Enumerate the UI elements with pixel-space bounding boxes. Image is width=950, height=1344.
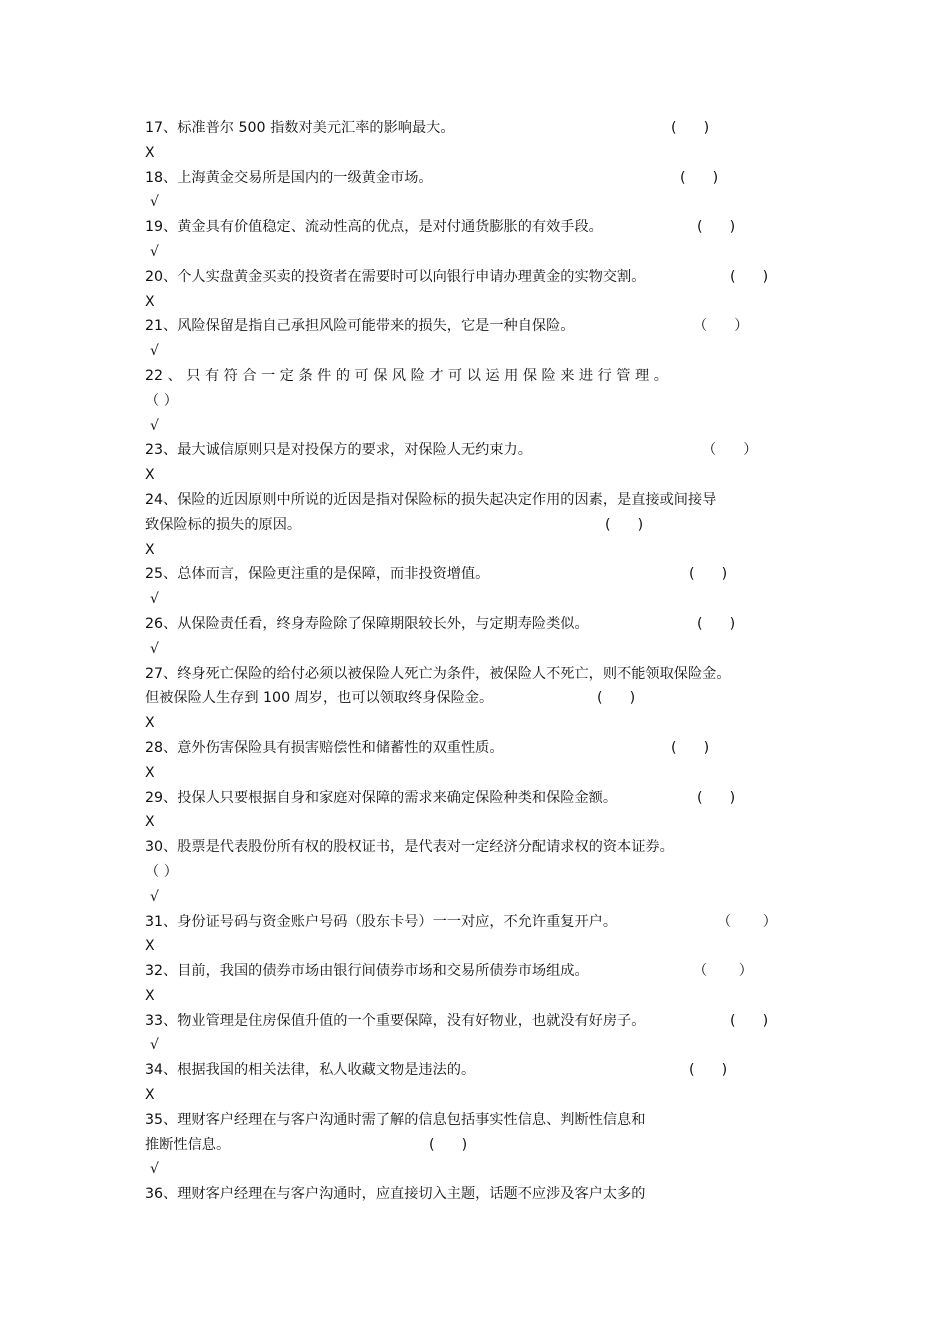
answer-20: X xyxy=(145,293,155,310)
answer-27: X xyxy=(145,715,155,732)
question-22 xyxy=(145,364,810,389)
answer-29: X xyxy=(145,814,155,831)
question-35 xyxy=(145,1108,810,1133)
question-text: 22 、 只 有 符 合 一 定 条 件 的 可 保 风 险 才 可 以 运 用 保 险 来 进 行 管 理 。 xyxy=(145,367,668,384)
question-32 xyxy=(145,959,810,984)
question-text: 24、保险的近因原则中所说的近因是指对保险标的损失起决定作用的因素，是直接或间接导 xyxy=(145,491,717,508)
answer-blank: ( ) xyxy=(697,219,736,236)
answer-18: √ xyxy=(150,194,159,211)
answer-24: X xyxy=(145,541,155,558)
question-text: 21、风险保留是指自己承担风险可能带来的损失，它是一种自保险。 xyxy=(145,318,575,335)
question-text: 19、黄金具有价值稳定、流动性高的优点，是对付通货膨胀的有效手段。 xyxy=(145,219,603,236)
question-31 xyxy=(145,910,810,935)
answer-blank: （ ） xyxy=(717,913,777,930)
question-text: 但被保险人生存到 100 周岁，也可以领取终身保险金。 xyxy=(145,690,494,707)
question-19 xyxy=(145,215,810,240)
question-36 xyxy=(145,1182,810,1207)
question-21 xyxy=(145,314,810,339)
question-33 xyxy=(145,1009,810,1034)
answer-blank: ( ) xyxy=(697,615,736,632)
question-text: 27、终身死亡保险的给付必须以被保险人死亡为条件，被保险人不死亡，则不能领取保险金。 xyxy=(145,665,731,682)
answer-17: X xyxy=(145,144,155,161)
question-text: 17、标准普尔 500 指数对美元汇率的影响最大。 xyxy=(145,120,455,136)
answer-blank: （ ） xyxy=(145,392,178,409)
answer-blank: ( ) xyxy=(671,120,710,136)
answer-blank: （ ） xyxy=(145,863,178,880)
question-text: 20、个人实盘黄金买卖的投资者在需要时可以向银行申请办理黄金的实物交割。 xyxy=(145,268,646,285)
question-30 xyxy=(145,835,810,860)
question-17 xyxy=(145,116,810,141)
answer-19: √ xyxy=(150,243,159,260)
answer-blank: ( ) xyxy=(689,566,728,583)
question-text: 28、意外伤害保险具有损害赔偿性和储蓄性的双重性质。 xyxy=(145,739,504,756)
answer-26: √ xyxy=(150,640,159,657)
answer-blank: ( ) xyxy=(680,169,719,186)
answer-blank: ( ) xyxy=(605,516,644,533)
question-22-line2 xyxy=(145,389,810,414)
question-23 xyxy=(145,438,810,463)
question-text: 33、物业管理是住房保值升值的一个重要保障，没有好物业，也就没有好房子。 xyxy=(145,1012,646,1029)
answer-32: X xyxy=(145,987,155,1004)
answer-blank: ( ) xyxy=(697,789,736,806)
question-text: 30、股票是代表股份所有权的股权证书，是代表对一定经济分配请求权的资本证券。 xyxy=(145,839,674,856)
question-text: 31、身份证号码与资金账户号码（股东卡号）一一对应，不允许重复开户。 xyxy=(145,913,618,930)
question-34 xyxy=(145,1058,810,1083)
answer-blank: ( ) xyxy=(689,1062,728,1079)
question-26 xyxy=(145,612,810,637)
question-text: 35、理财客户经理在与客户沟通时需了解的信息包括事实性信息、判断性信息和 xyxy=(145,1111,646,1128)
question-18 xyxy=(145,166,810,191)
question-text: 26、从保险责任看，终身寿险除了保障期限较长外，与定期寿险类似。 xyxy=(145,615,589,632)
answer-30: √ xyxy=(150,888,159,905)
question-27 xyxy=(145,662,810,687)
answer-blank: ( ) xyxy=(730,268,769,285)
answer-22: √ xyxy=(150,417,159,434)
answer-35: √ xyxy=(150,1161,159,1178)
answer-blank: （ ） xyxy=(693,963,753,980)
question-29 xyxy=(145,786,810,811)
answer-blank: ( ) xyxy=(671,739,710,756)
question-20 xyxy=(145,265,810,290)
answer-34: X xyxy=(145,1087,155,1104)
answer-33: √ xyxy=(150,1037,159,1054)
question-text: 36、理财客户经理在与客户沟通时，应直接切入主题，话题不应涉及客户太多的 xyxy=(145,1186,646,1203)
answer-blank: （ ） xyxy=(693,318,749,335)
answer-23: X xyxy=(145,467,155,484)
question-text: 34、根据我国的相关法律，私人收藏文物是违法的。 xyxy=(145,1062,476,1079)
answer-28: X xyxy=(145,764,155,781)
answer-blank: ( ) xyxy=(429,1136,468,1153)
answer-21: √ xyxy=(150,343,159,360)
question-30-line2 xyxy=(145,860,810,885)
answer-31: X xyxy=(145,938,155,955)
question-text: 29、投保人只要根据自身和家庭对保障的需求来确定保险种类和保险金额。 xyxy=(145,789,618,806)
question-text: 32、目前，我国的债券市场由银行间债券市场和交易所债券市场组成。 xyxy=(145,963,589,980)
question-24 xyxy=(145,488,810,513)
question-27-line2 xyxy=(145,686,810,711)
question-text: 23、最大诚信原则只是对投保方的要求，对保险人无约束力。 xyxy=(145,442,532,459)
question-text: 25、总体而言，保险更注重的是保障，而非投资增值。 xyxy=(145,566,490,583)
question-24-line2 xyxy=(145,513,810,538)
question-28 xyxy=(145,736,810,761)
answer-blank: ( ) xyxy=(597,690,636,707)
answer-25: √ xyxy=(150,591,159,608)
question-35-line2 xyxy=(145,1133,810,1158)
question-25 xyxy=(145,562,810,587)
answer-blank: ( ) xyxy=(730,1012,769,1029)
question-list xyxy=(145,116,810,1207)
question-text: 18、上海黄金交易所是国内的一级黄金市场。 xyxy=(145,169,433,186)
answer-blank: （ ） xyxy=(702,442,758,459)
question-text: 致保险标的损失的原因。 xyxy=(145,516,302,533)
question-text: 推断性信息。 xyxy=(145,1136,231,1153)
